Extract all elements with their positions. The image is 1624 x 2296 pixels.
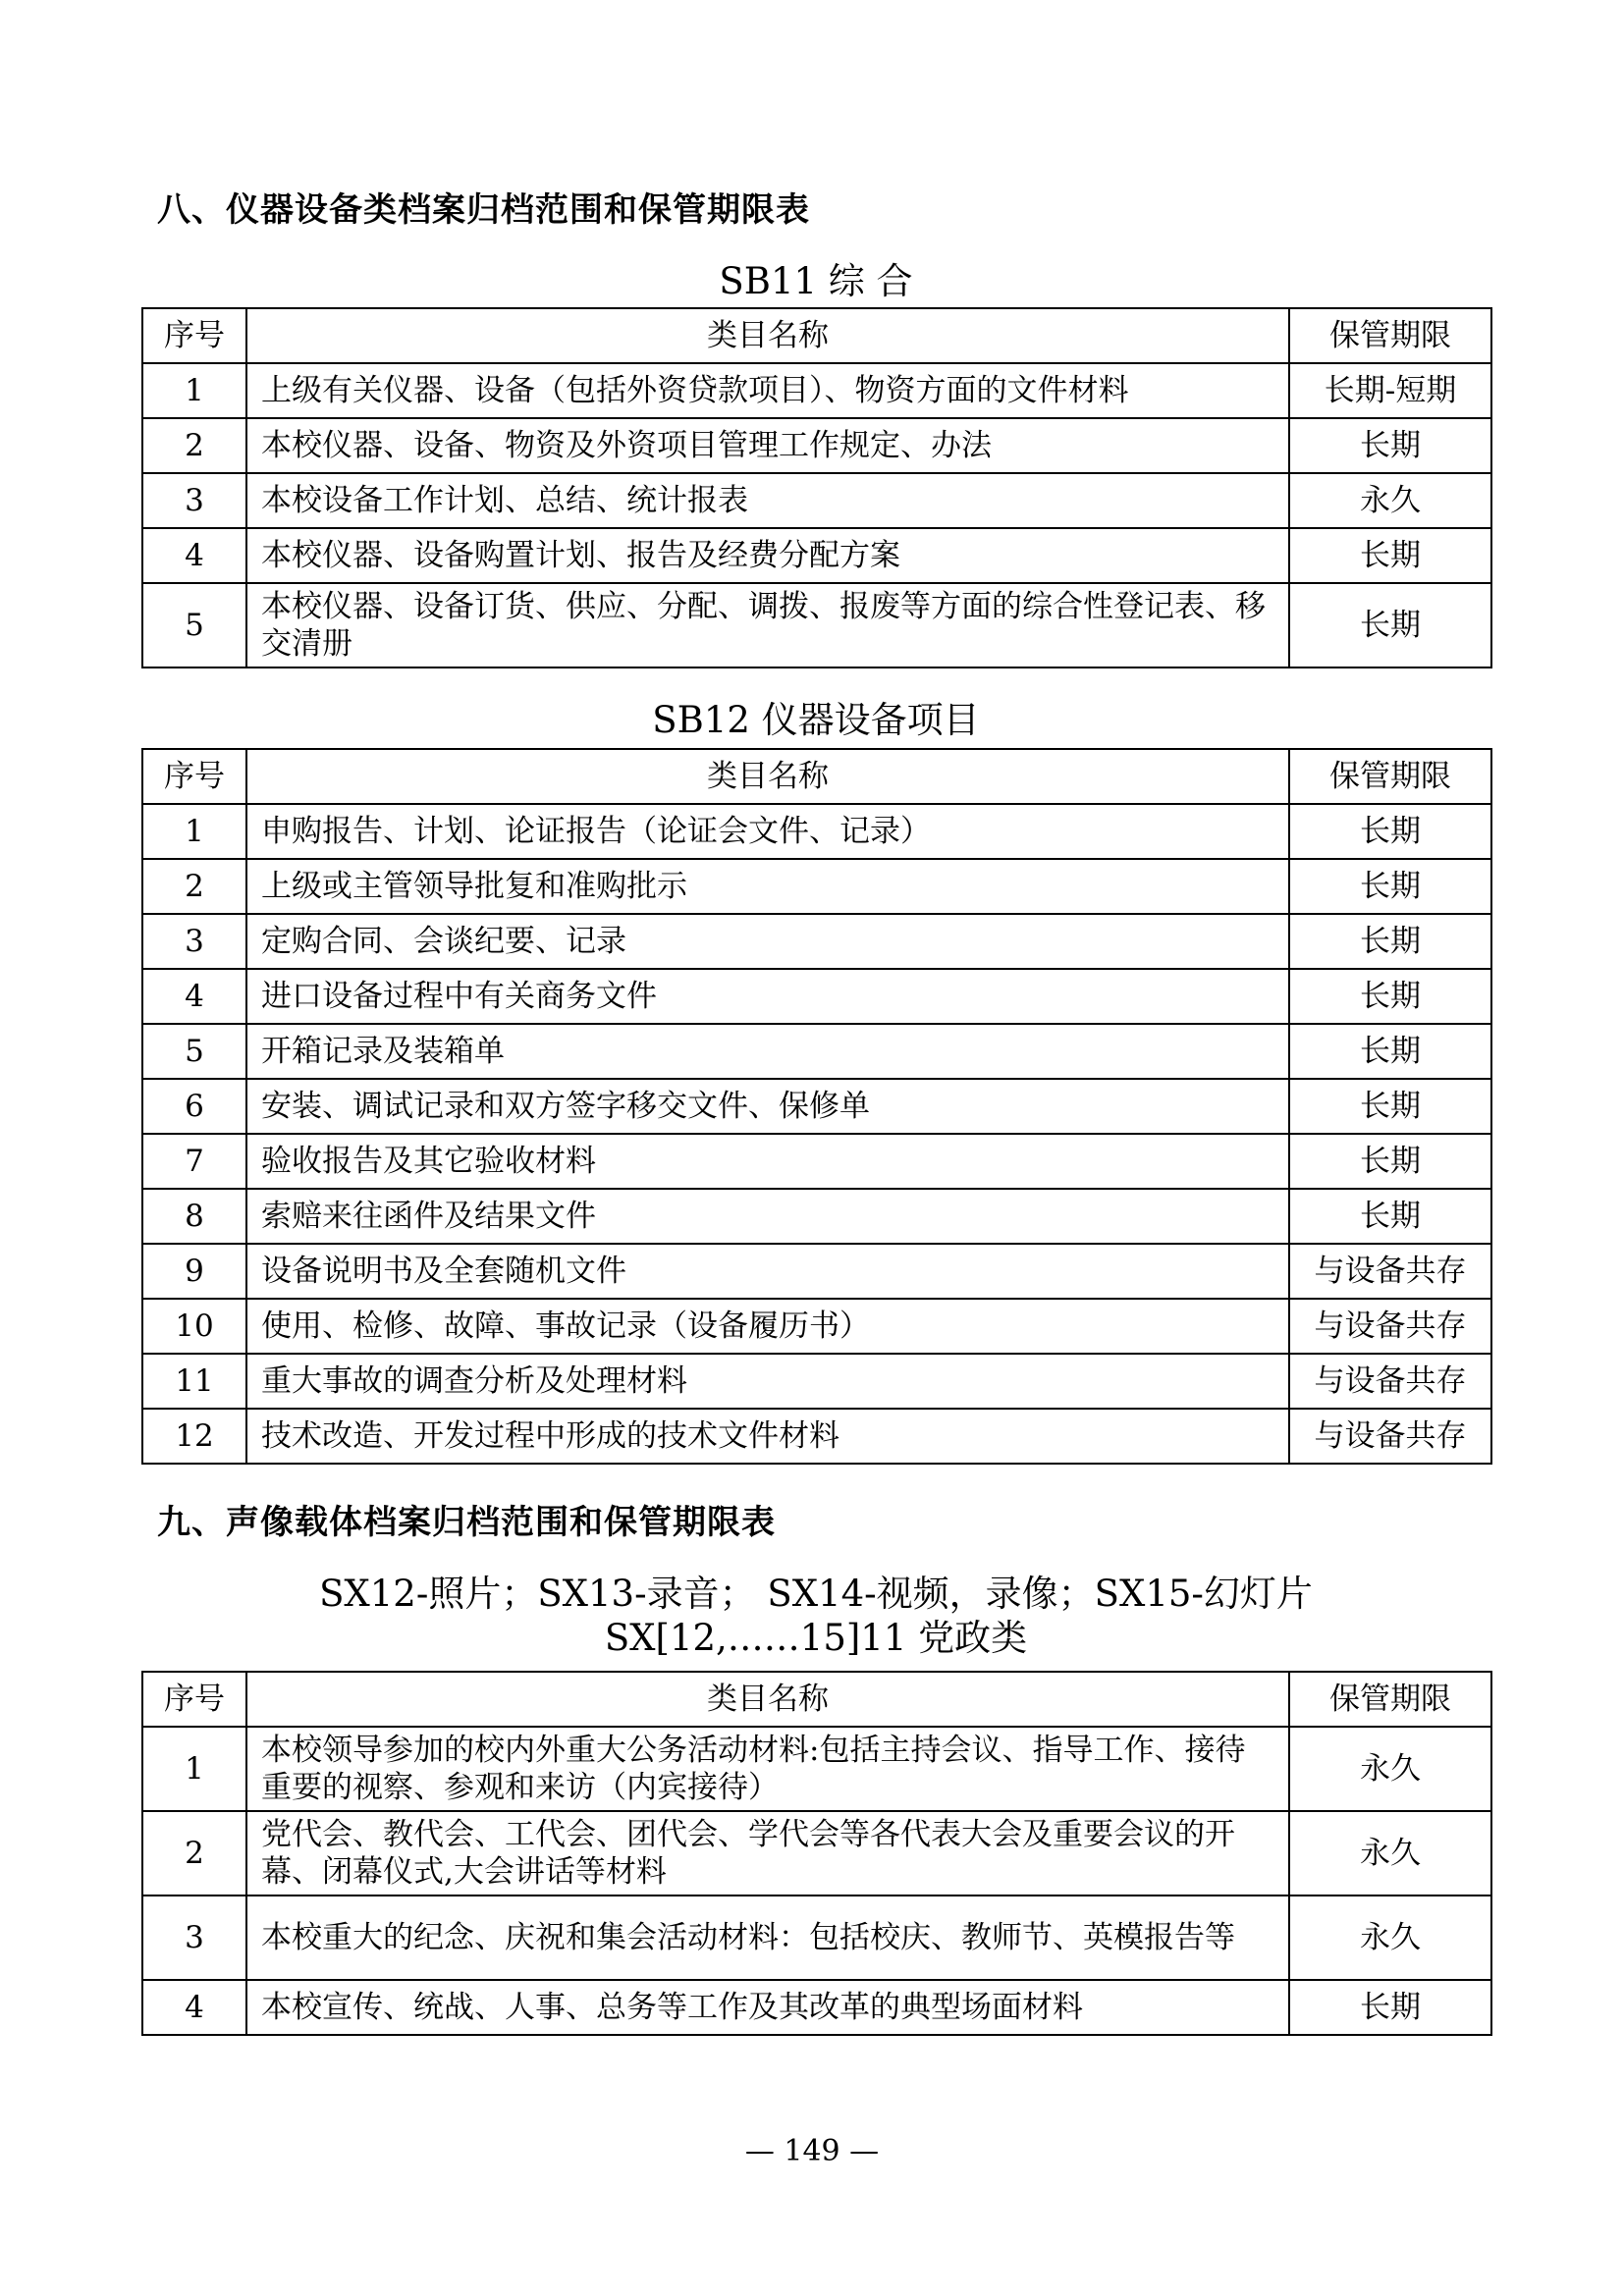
row-retention-period: 长期	[1289, 583, 1491, 667]
row-retention-period: 永久	[1289, 1727, 1491, 1811]
table-row	[142, 914, 1491, 969]
table-header-row	[142, 749, 1491, 804]
table-row	[142, 583, 1491, 667]
row-category-name: 本校仪器、设备订货、供应、分配、调拨、报废等方面的综合性登记表、移交清册	[246, 583, 1289, 667]
row-number: 1	[142, 363, 246, 418]
row-category-name: 本校仪器、设备购置计划、报告及经费分配方案	[246, 528, 1289, 583]
row-retention-period: 长期	[1289, 1189, 1491, 1244]
table-header-row	[142, 1672, 1491, 1727]
table-sx-caption-line1: SX12-照片；SX13-录音； SX14-视频，录像；SX15-幻灯片	[319, 1573, 1313, 1615]
row-number: 1	[142, 1727, 246, 1811]
table-sx-caption-line2: SX[12,……15]11 党政类	[604, 1617, 1028, 1659]
table-row	[142, 1727, 1491, 1811]
row-number: 3	[142, 473, 246, 528]
row-category-name: 上级或主管领导批复和准购批示	[246, 859, 1289, 914]
row-number: 4	[142, 969, 246, 1024]
row-number: 10	[142, 1299, 246, 1354]
row-category-name: 验收报告及其它验收材料	[246, 1134, 1289, 1189]
row-retention-period: 永久	[1289, 473, 1491, 528]
header-category-name: 类目名称	[246, 308, 1289, 363]
table-row	[142, 1244, 1491, 1299]
table-row	[142, 363, 1491, 418]
row-number: 6	[142, 1079, 246, 1134]
row-number: 5	[142, 583, 246, 667]
row-category-name: 开箱记录及装箱单	[246, 1024, 1289, 1079]
table-row	[142, 1896, 1491, 1980]
row-number: 5	[142, 1024, 246, 1079]
row-retention-period: 长期	[1289, 1134, 1491, 1189]
row-retention-period: 长期	[1289, 1024, 1491, 1079]
row-category-name: 设备说明书及全套随机文件	[246, 1244, 1289, 1299]
row-category-name: 安装、调试记录和双方签字移交文件、保修单	[246, 1079, 1289, 1134]
page-number: — 149 —	[744, 2134, 880, 2168]
header-category-name: 类目名称	[246, 1672, 1289, 1727]
table-sb11	[141, 307, 1492, 668]
row-number: 3	[142, 1896, 246, 1980]
row-category-name: 本校设备工作计划、总结、统计报表	[246, 473, 1289, 528]
row-category-name: 进口设备过程中有关商务文件	[246, 969, 1289, 1024]
row-retention-period: 长期	[1289, 528, 1491, 583]
table-row	[142, 859, 1491, 914]
row-retention-period: 与设备共存	[1289, 1354, 1491, 1409]
table-row	[142, 1354, 1491, 1409]
table-sx	[141, 1671, 1492, 2036]
row-category-name: 重大事故的调查分析及处理材料	[246, 1354, 1289, 1409]
row-retention-period: 长期	[1289, 1079, 1491, 1134]
row-category-name: 定购合同、会谈纪要、记录	[246, 914, 1289, 969]
row-number: 11	[142, 1354, 246, 1409]
row-number: 2	[142, 1811, 246, 1896]
row-number: 3	[142, 914, 246, 969]
row-retention-period: 长期	[1289, 418, 1491, 473]
row-number: 8	[142, 1189, 246, 1244]
table-row	[142, 1079, 1491, 1134]
section-9-heading: 九、声像载体档案归档范围和保管期限表	[157, 1503, 776, 1542]
row-number: 9	[142, 1244, 246, 1299]
table-row	[142, 473, 1491, 528]
row-retention-period: 长期	[1289, 969, 1491, 1024]
row-number: 12	[142, 1409, 246, 1464]
table-row	[142, 1189, 1491, 1244]
row-category-name: 上级有关仪器、设备（包括外资贷款项目）、物资方面的文件材料	[246, 363, 1289, 418]
table-sb12	[141, 748, 1492, 1465]
header-number: 序号	[142, 308, 246, 363]
row-category-name: 本校领导参加的校内外重大公务活动材料:包括主持会议、指导工作、接待重要的视察、参观和来访（内宾接待）	[246, 1727, 1289, 1811]
row-retention-period: 长期	[1289, 859, 1491, 914]
row-retention-period: 长期	[1289, 914, 1491, 969]
table-sb11-caption: SB11 综 合	[719, 260, 913, 302]
header-number: 序号	[142, 1672, 246, 1727]
row-retention-period: 与设备共存	[1289, 1409, 1491, 1464]
header-retention-period: 保管期限	[1289, 308, 1491, 363]
row-retention-period: 永久	[1289, 1811, 1491, 1896]
table-row	[142, 804, 1491, 859]
row-category-name: 使用、检修、故障、事故记录（设备履历书）	[246, 1299, 1289, 1354]
table-row	[142, 1299, 1491, 1354]
row-number: 4	[142, 528, 246, 583]
row-retention-period: 长期	[1289, 1980, 1491, 2035]
table-row	[142, 969, 1491, 1024]
table-row	[142, 1811, 1491, 1896]
row-retention-period: 与设备共存	[1289, 1244, 1491, 1299]
row-number: 1	[142, 804, 246, 859]
row-retention-period: 永久	[1289, 1896, 1491, 1980]
row-category-name: 申购报告、计划、论证报告（论证会文件、记录）	[246, 804, 1289, 859]
table-row	[142, 1409, 1491, 1464]
row-category-name: 索赔来往函件及结果文件	[246, 1189, 1289, 1244]
row-number: 4	[142, 1980, 246, 2035]
table-row	[142, 1134, 1491, 1189]
table-row	[142, 1980, 1491, 2035]
row-retention-period: 与设备共存	[1289, 1299, 1491, 1354]
table-row	[142, 1024, 1491, 1079]
row-category-name: 本校重大的纪念、庆祝和集会活动材料：包括校庆、教师节、英模报告等	[246, 1896, 1289, 1980]
row-number: 2	[142, 859, 246, 914]
row-retention-period: 长期	[1289, 804, 1491, 859]
table-row	[142, 528, 1491, 583]
header-retention-period: 保管期限	[1289, 1672, 1491, 1727]
row-category-name: 技术改造、开发过程中形成的技术文件材料	[246, 1409, 1289, 1464]
table-sb12-caption: SB12 仪器设备项目	[652, 699, 980, 741]
row-category-name: 党代会、教代会、工代会、团代会、学代会等各代表大会及重要会议的开幕、闭幕仪式,大会讲话等材料	[246, 1811, 1289, 1896]
header-category-name: 类目名称	[246, 749, 1289, 804]
row-number: 7	[142, 1134, 246, 1189]
row-number: 2	[142, 418, 246, 473]
header-number: 序号	[142, 749, 246, 804]
table-header-row	[142, 308, 1491, 363]
header-retention-period: 保管期限	[1289, 749, 1491, 804]
row-category-name: 本校仪器、设备、物资及外资项目管理工作规定、办法	[246, 418, 1289, 473]
row-retention-period: 长期-短期	[1289, 363, 1491, 418]
table-row	[142, 418, 1491, 473]
section-8-heading: 八、仪器设备类档案归档范围和保管期限表	[157, 190, 810, 230]
row-category-name: 本校宣传、统战、人事、总务等工作及其改革的典型场面材料	[246, 1980, 1289, 2035]
